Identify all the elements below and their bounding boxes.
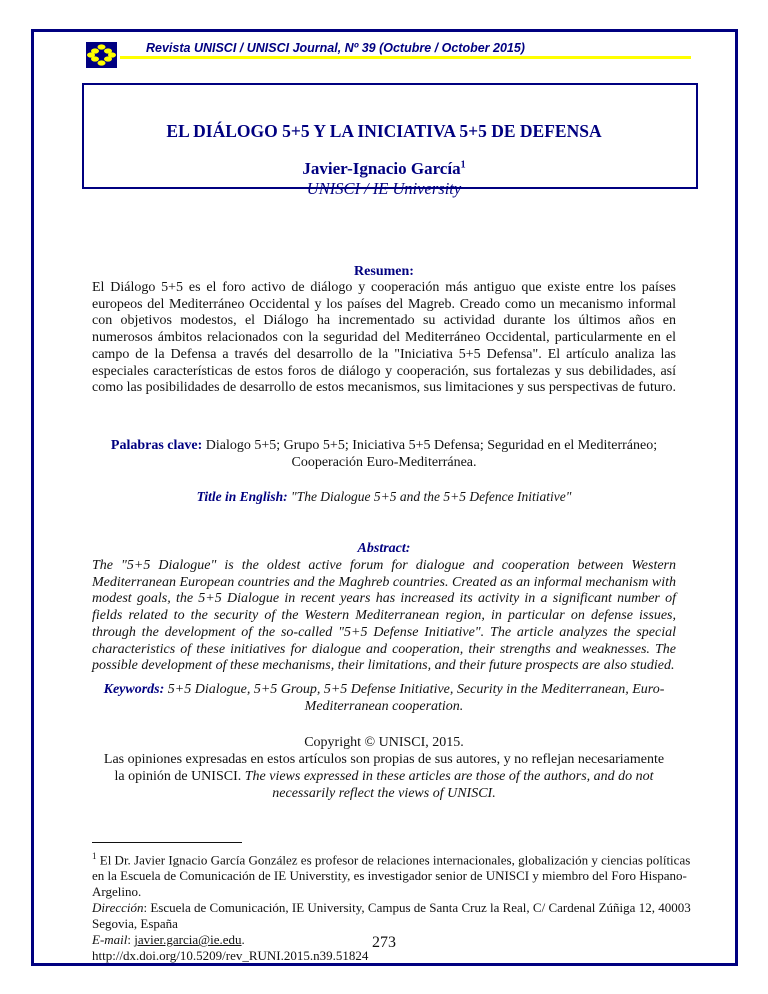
page-number: 273 (372, 934, 396, 951)
keywords: Keywords: 5+5 Dialogue, 5+5 Group, 5+5 Defense Initiative, Security in the Mediterranean, Euro-Mediterranean cooperation. (103, 682, 665, 714)
author: Javier-Ignacio García$^1$ (302, 159, 466, 178)
copyright: Copyright © UNISCI, 2015. Las opiniones expresadas en estos artículos son propias de sus autores, y no reflejan necesariamente la opinión de UNISCI. The views expressed in these articles are those of the authors, and do not necessarily reflect the views of UNISCI. (103, 735, 665, 801)
palabras-clave: Palabras clave: Dialogo 5+5; Grupo 5+5; Iniciativa 5+5 Defensa; Seguridad en el Mediterráneo; Cooperación Euro-Mediterránea. (110, 438, 658, 470)
resumen-text: El Diálogo 5+5 es el foro activo de diálogo y cooperación más antiguo que existe entre los países europeos del Mediterráneo Occidental y los países del Magreb. Creado como un mecanismo informal con objetivos modestos, el Diálogo ha incrementado su actividad durante los últimos años en numerosos ámbitos relacionados con la seguridad del Mediterráneo Occidental, particularmente en el campo de la Defensa a través del desarrollo de la "Iniciativa 5+5 Defensa". El artículo analiza las especiales características de estos foros de diálogo y cooperación, sus fortalezas y sus debilidades, así como las posibilidades de desarrollo de estos mecanismos, sus limitaciones y sus perspectivas de futuro. (92, 280, 676, 396)
journal-header: Revista UNISCI / UNISCI Journal, Nº 39 (Octubre / October 2015) (146, 41, 525, 55)
footnote: $^1$ El Dr. Javier Ignacio García González es profesor de relaciones internacionales, globalización y ciencias políticas en la Escuela de Comunicación de IE Universtity, es investigador senior de UNISCI y miembro del Foro Hispano-Argelino. Dirección: Escuela de Comunicación, IE University, Campus de Santa Cruz la Real, C/ Cardenal Zúñiga 12, 40003 Segovia, España E-mail: javier.garcia@ie.edu. http://dx.doi.org/10.5209/rev_RUNI.2015.n39.51824 (92, 851, 691, 964)
english-title: Title in English: "The Dialogue 5+5 and the 5+5 Defence Initiative" (196, 489, 572, 504)
header-rule (120, 56, 691, 59)
abstract-text: The "5+5 Dialogue" is the oldest active forum for dialogue and cooperation between Western Mediterranean European countries and the Maghreb countries. Created as an informal mechanism with modest goals, the 5+5 Dialogue in recent years has increased its activity in a significant number of fields related to the security of the Western Mediterranean region, in particular on defense issues, through the development of the so-called "5+5 Defense Initiative". The article analyzes the special characteristics of these initiatives for dialogue and cooperation, their strengths and weaknesses. The possible development of these mechanisms, their limitations, and their future prospects are also studied. (92, 558, 676, 674)
email-link[interactable]: javier.garcia@ie.edu (134, 932, 242, 948)
affiliation: UNISCI / IE University (306, 179, 462, 198)
abstract-heading: Abstract: (357, 541, 411, 556)
unisci-logo (86, 42, 117, 68)
doi-link[interactable]: http://dx.doi.org/10.5209/rev_RUNI.2015.n39.51824 (92, 948, 369, 964)
footnote-rule (92, 842, 242, 843)
resumen-heading: Resumen: (354, 264, 414, 279)
article-title: EL DIÁLOGO 5+5 Y LA INICIATIVA 5+5 DE DEFENSA (166, 121, 602, 141)
